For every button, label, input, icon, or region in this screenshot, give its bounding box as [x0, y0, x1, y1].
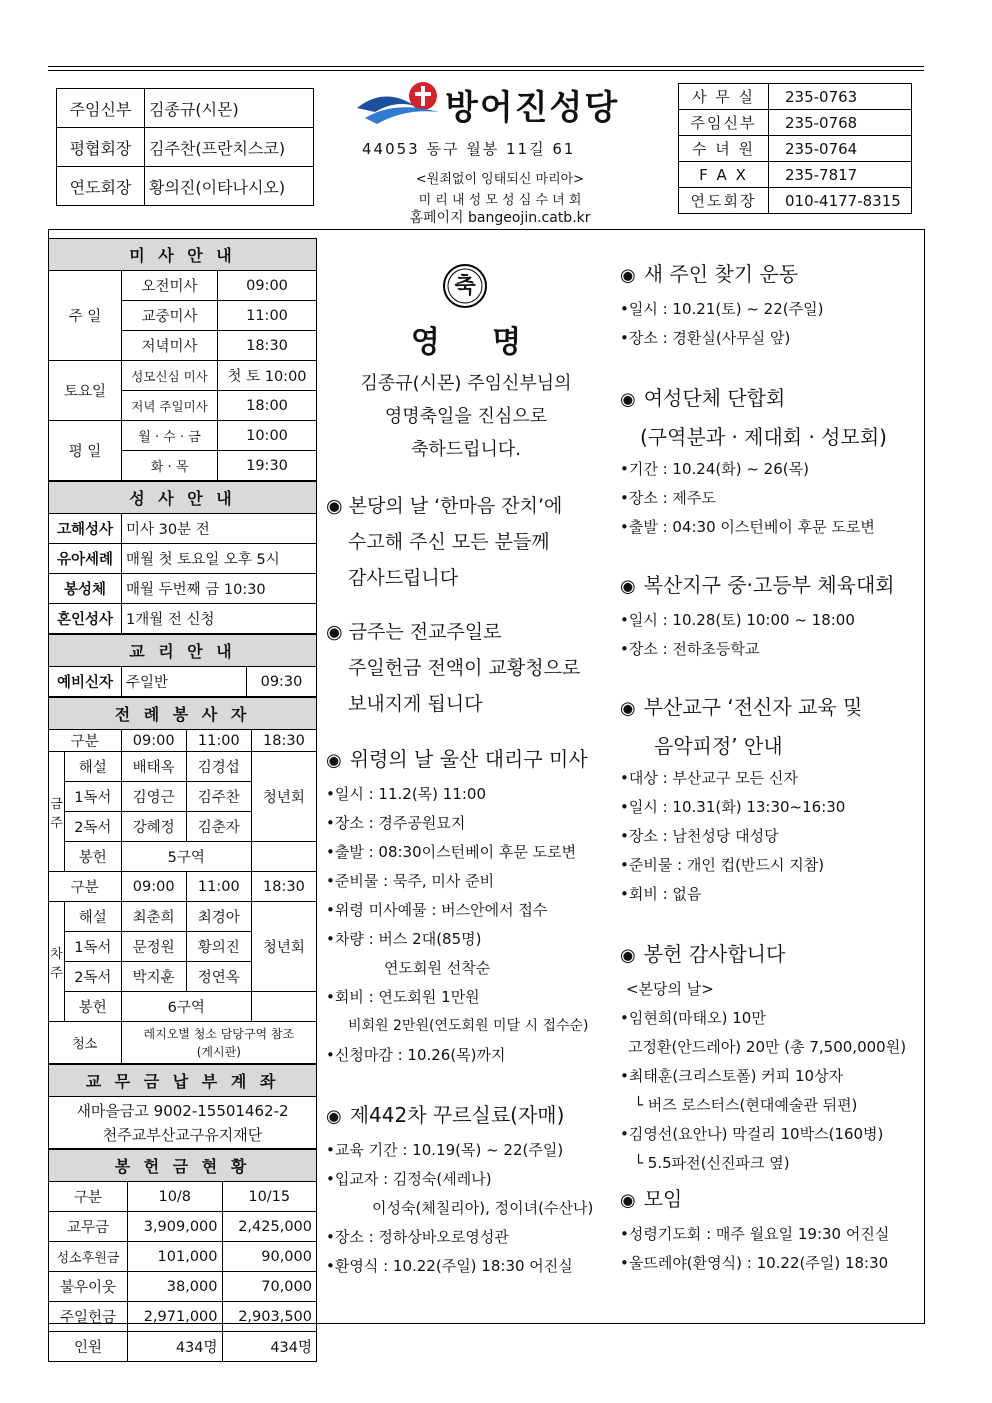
section-title: 봉 헌 금 현 황 — [49, 1150, 317, 1182]
notice-line: •회비 : 연도회원 1만원 — [326, 988, 480, 1006]
notice-line: •장소 : 남천성당 대성당 — [620, 827, 779, 845]
mass-time: 첫 토 10:00 — [218, 361, 317, 391]
celebration-text: 김종규(시몬) 주임신부님의 — [360, 373, 572, 394]
offering-value: 90,000 — [222, 1242, 317, 1272]
notice-line: •위령 미사예물 : 버스안에서 접수 — [326, 901, 548, 919]
section-title: 전 례 봉 사 자 — [49, 698, 317, 730]
doctrine-table — [48, 634, 317, 697]
notice-line: •신청마감 : 10.26(목)까지 — [326, 1046, 506, 1064]
offering-label: 인원 — [49, 1332, 128, 1362]
server-role: 해설 — [65, 752, 122, 782]
section-title: 교 리 안 내 — [49, 635, 317, 667]
offer-district: 5구역 — [121, 842, 251, 872]
offering-value: 38,000 — [128, 1272, 223, 1302]
leader-name: 황의진(이타나시오) — [145, 167, 314, 206]
mass-time: 09:00 — [218, 271, 317, 301]
account-table — [48, 1064, 317, 1149]
notice-line: •일시 : 10.21(토) ~ 22(주일) — [620, 300, 824, 318]
notice-title: ◉ 제442차 꾸르실료(자매) — [326, 1103, 565, 1127]
youth-group: 청년회 — [251, 752, 316, 842]
notice-line: └ 5.5파전(신진파크 옆) — [634, 1154, 790, 1172]
mass-day: 평 일 — [49, 421, 122, 481]
notice-line: •출발 : 04:30 이스턴베이 후문 도로변 — [620, 518, 875, 536]
bullet-icon: ◉ — [620, 265, 636, 286]
offering-value: 2,903,500 — [222, 1302, 317, 1332]
notice-line: •대상 : 부산교구 모든 신자 — [620, 769, 798, 787]
leader-role: 연도회장 — [57, 167, 145, 206]
notice-title: ◉ 여성단체 단합회 — [620, 386, 786, 410]
notice-text: 수고해 주신 모든 분들께 — [348, 531, 550, 553]
doctrine-label: 예비신자 — [49, 667, 122, 697]
mass-time: 19:30 — [218, 451, 317, 481]
mass-day: 주 일 — [49, 271, 122, 361]
notice-line: •교육 기간 : 10.19(목) ~ 22(주일) — [326, 1141, 564, 1159]
notice-line: 고정환(안드레아) 20만 (총 7,500,000원) — [628, 1038, 907, 1056]
notice-line: •준비물 : 묵주, 미사 준비 — [326, 872, 495, 890]
servers-col-label: 구분 — [49, 730, 122, 752]
notice-line: •장소 : 제주도 — [620, 489, 716, 507]
clean-label: 청소 — [49, 1022, 122, 1064]
offering-table — [48, 1149, 317, 1362]
mass-table — [48, 238, 317, 481]
church-name: 방어진성당 — [445, 88, 620, 128]
notice-line: •출발 : 08:30이스턴베이 후문 도로변 — [326, 843, 577, 861]
server-name: 강혜정 — [121, 812, 186, 842]
contact-label: 사 무 실 — [679, 84, 769, 110]
section-title: 성 사 안 내 — [49, 482, 317, 514]
notice-title: ◉ 위령의 날 울산 대리구 미사 — [326, 747, 588, 771]
offering-label: 주일헌금 — [49, 1302, 128, 1332]
server-name: 배태옥 — [121, 752, 186, 782]
server-time: 09:00 — [121, 872, 186, 902]
sacrament-info: 미사 30분 전 — [122, 514, 317, 544]
contact-label: 연도회장 — [679, 188, 769, 214]
bullet-icon: ◉ — [326, 750, 342, 771]
mass-name: 성모신심 미사 — [122, 361, 218, 391]
mass-name: 월 · 수 · 금 — [122, 421, 218, 451]
offering-col: 구분 — [49, 1182, 128, 1212]
doctrine-class: 주일반 — [122, 667, 247, 697]
contact-phone: 235-0768 — [769, 110, 912, 136]
notice-title: ◉ 봉헌 감사합니다 — [620, 942, 786, 966]
offering-label: 성소후원금 — [49, 1242, 128, 1272]
offering-value: 70,000 — [222, 1272, 317, 1302]
bullet-icon: ◉ — [326, 1106, 342, 1127]
offering-value: 2,971,000 — [128, 1302, 223, 1332]
server-time: 09:00 — [121, 730, 186, 752]
section-title: 교 무 금 납 부 계 좌 — [49, 1065, 317, 1097]
server-role: 2독서 — [65, 962, 122, 992]
sacrament-name: 고해성사 — [49, 514, 122, 544]
sacrament-info: 매월 두번째 금 10:30 — [122, 574, 317, 604]
account-number: 새마을금고 9002-15501462-2 — [76, 1101, 289, 1120]
notice-mission-sunday: ◉ 금주는 전교주일로 주일헌금 전액이 교황청으로 보내지게 됩니다 — [326, 614, 606, 722]
notice-text: 보내지게 됩니다 — [348, 693, 483, 715]
server-name: 최춘희 — [121, 902, 186, 932]
account-holder: 천주교부산교구유지재단 — [102, 1125, 263, 1144]
bullet-icon: ◉ — [620, 945, 636, 966]
notice-line: •일시 : 11.2(목) 11:00 — [326, 785, 487, 803]
bullet-icon: ◉ — [620, 576, 636, 597]
right-column — [620, 255, 920, 1278]
celebration-title: 영 명 — [410, 325, 522, 360]
notice-line: •환영식 : 10.22(주일) 18:30 어진실 — [326, 1257, 573, 1275]
bullet-icon: ◉ — [326, 621, 343, 643]
celebration-badge: 축 — [454, 274, 476, 299]
notice-subtitle: 음악피정’ 안내 — [654, 734, 783, 758]
server-name: 김영근 — [121, 782, 186, 812]
notice-line: •장소 : 정하상바오로영성관 — [326, 1228, 509, 1246]
offering-value: 434명 — [128, 1332, 223, 1362]
server-name: 정연옥 — [186, 962, 251, 992]
notice-line: 비회원 2만원(연도회원 미달 시 접수순) — [348, 1018, 589, 1034]
bullet-icon: ◉ — [326, 495, 343, 517]
contact-phone: 010-4177-8315 — [769, 188, 912, 214]
server-role: 봉헌 — [65, 842, 122, 872]
leader-name: 김종규(시몬) — [145, 89, 314, 128]
notice-title: ◉ 부산교구 ‘전신자 교육 및 — [620, 695, 863, 719]
week-label: 금주 — [49, 752, 65, 872]
servers-table — [48, 697, 317, 1064]
server-role: 해설 — [65, 902, 122, 932]
contact-phone: 235-0764 — [769, 136, 912, 162]
notice-line: •입교자 : 김정숙(세레나) — [326, 1170, 492, 1188]
contact-label: 수 녀 원 — [679, 136, 769, 162]
contact-table — [678, 83, 912, 214]
notice-text: 감사드립니다 — [348, 567, 459, 589]
leader-name: 김주찬(프란치스코) — [145, 128, 314, 167]
server-role: 봉헌 — [65, 992, 122, 1022]
contact-label: 주임신부 — [679, 110, 769, 136]
sacrament-table — [48, 481, 317, 634]
clean-info: 레지오별 청소 담당구역 참조 — [143, 1026, 295, 1041]
notice-line: •일시 : 10.31(화) 13:30~16:30 — [620, 798, 846, 816]
server-time: 18:30 — [251, 730, 316, 752]
server-time: 11:00 — [186, 730, 251, 752]
notice-line: 연도회원 선착순 — [384, 959, 491, 977]
notice-line: •준비물 : 개인 컵(반드시 지참) — [620, 856, 825, 874]
server-time: 18:30 — [251, 872, 316, 902]
mass-time: 10:00 — [218, 421, 317, 451]
contact-phone: 235-0763 — [769, 84, 912, 110]
notice-line: •기간 : 10.24(화) ~ 26(목) — [620, 460, 809, 478]
servers-col-label: 구분 — [49, 872, 122, 902]
clean-info-note: (게시판) — [196, 1044, 241, 1059]
offering-label: 불우이웃 — [49, 1272, 128, 1302]
server-role: 2독서 — [65, 812, 122, 842]
offer-district: 6구역 — [121, 992, 251, 1022]
notice-line: •최태훈(크리스토폴) 커피 10상자 — [620, 1067, 844, 1085]
left-column — [48, 238, 317, 1362]
bullet-icon: ◉ — [620, 1190, 636, 1211]
offering-value: 3,909,000 — [128, 1212, 223, 1242]
notice-line: •장소 : 전하초등학교 — [620, 640, 760, 658]
notice-line: •임현희(마태오) 10만 — [620, 1009, 766, 1027]
offering-col: 10/15 — [222, 1182, 317, 1212]
offering-col: 10/8 — [128, 1182, 223, 1212]
doctrine-time: 09:30 — [247, 667, 317, 697]
section-title: 미 사 안 내 — [49, 239, 317, 271]
offering-value: 101,000 — [128, 1242, 223, 1272]
celebration-text: 영명축일을 진심으로 — [384, 406, 548, 427]
sacrament-info: 1개월 전 신청 — [122, 604, 317, 634]
notice-text: 주일헌금 전액이 교황청으로 — [348, 657, 581, 679]
notice-title: ◉ 복산지구 중·고등부 체육대회 — [620, 573, 895, 597]
server-name: 박지훈 — [121, 962, 186, 992]
middle-column — [326, 255, 606, 1281]
notice-line: <본당의 날> — [626, 980, 714, 998]
notice-line: •장소 : 경환실(사무실 앞) — [620, 329, 791, 347]
server-time: 11:00 — [186, 872, 251, 902]
mass-name: 저녁미사 — [122, 331, 218, 361]
server-name: 김주찬 — [186, 782, 251, 812]
church-address: 44053 동구 월봉 11길 61 — [362, 140, 576, 158]
notice-line: •성령기도회 : 매주 월요일 19:30 어진실 — [620, 1225, 890, 1243]
motto: <원죄없이 잉태되신 마리아> — [415, 172, 585, 187]
server-name: 황의진 — [186, 932, 251, 962]
server-name: 문정원 — [121, 932, 186, 962]
mass-name: 교중미사 — [122, 301, 218, 331]
church-logo — [355, 78, 645, 128]
sacrament-name: 혼인성사 — [49, 604, 122, 634]
sacrament-name: 봉성체 — [49, 574, 122, 604]
leader-role: 주임신부 — [57, 89, 145, 128]
contact-label: F A X — [679, 162, 769, 188]
notice-line: •회비 : 없음 — [620, 885, 702, 903]
mass-time: 18:30 — [218, 331, 317, 361]
notice-line: •장소 : 경주공원묘지 — [326, 814, 466, 832]
server-role: 1독서 — [65, 932, 122, 962]
notice-title: ◉ 새 주인 찾기 운동 — [620, 262, 799, 286]
server-name: 김경섭 — [186, 752, 251, 782]
celebration-text: 축하드립니다. — [410, 439, 522, 460]
mass-name: 오전미사 — [122, 271, 218, 301]
sacrament-info: 매월 첫 토요일 오후 5시 — [122, 544, 317, 574]
mass-time: 11:00 — [218, 301, 317, 331]
server-name: 최경아 — [186, 902, 251, 932]
order-name: 미 리 내 성 모 성 심 수 녀 회 — [418, 193, 582, 208]
notice-line: •차량 : 버스 2대(85명) — [326, 930, 482, 948]
offering-value: 434명 — [222, 1332, 317, 1362]
mass-time: 18:00 — [218, 391, 317, 421]
mass-day: 토요일 — [49, 361, 122, 421]
bullet-icon: ◉ — [620, 389, 636, 410]
contact-phone: 235-7817 — [769, 162, 912, 188]
mass-name: 저녁 주일미사 — [122, 391, 218, 421]
server-name: 김춘자 — [186, 812, 251, 842]
leaders-table — [56, 88, 314, 206]
week-label: 차주 — [49, 902, 65, 1022]
notice-subtitle: (구역분과 · 제대회 · 성모회) — [640, 425, 887, 449]
mass-name: 화 · 목 — [122, 451, 218, 481]
youth-group: 청년회 — [251, 902, 316, 992]
notice-line: •일시 : 10.28(토) 10:00 ~ 18:00 — [620, 611, 855, 629]
offering-value: 2,425,000 — [222, 1212, 317, 1242]
homepage-link[interactable]: 홈페이지 bangeojin.catb.kr — [409, 210, 591, 226]
notice-line: 이성숙(체칠리아), 정이녀(수산나) — [372, 1199, 594, 1217]
logo-icon — [355, 78, 445, 128]
bullet-icon: ◉ — [620, 698, 636, 719]
sacrament-name: 유아세례 — [49, 544, 122, 574]
notice-line: •김영선(요안나) 막걸리 10박스(160병) — [620, 1125, 884, 1143]
notice-title: ◉ 모임 — [620, 1187, 683, 1211]
notice-thanks: ◉ 본당의 날 ‘한마음 잔치’에 수고해 주신 모든 분들께 감사드립니다 — [326, 488, 606, 596]
server-role: 1독서 — [65, 782, 122, 812]
offering-label: 교무금 — [49, 1212, 128, 1242]
notice-line: └ 버즈 로스터스(현대예술관 뒤편) — [634, 1096, 858, 1114]
leader-role: 평협회장 — [57, 128, 145, 167]
notice-line: •울뜨레야(환영식) : 10.22(주일) 18:30 — [620, 1254, 889, 1272]
